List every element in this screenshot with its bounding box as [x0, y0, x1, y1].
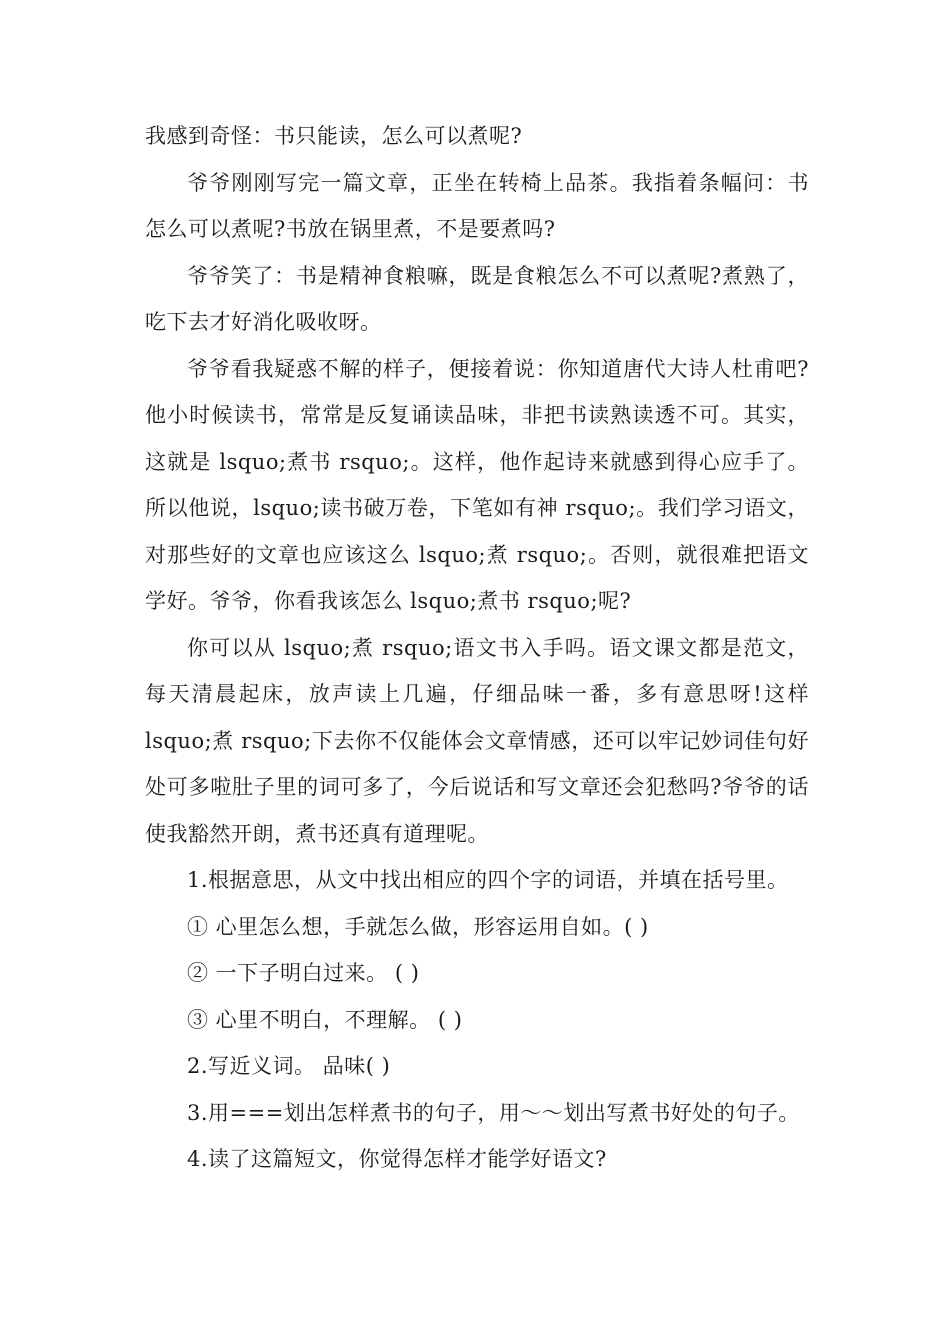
paragraph-4: 爷爷看我疑惑不解的样子，便接着说：你知道唐代大诗人杜甫吧?他小时候读书，常常是反复诵读品味，非把书读熟读透不可。其实，这就是 lsquo;煮书 rsquo;。这样，他作起诗来就感到得心应手了。所以他说，lsquo;读书破万卷，下笔如有神 rsquo;。我们学习语文，对那些好的文章也应该这么 lsquo;煮 rsquo;。否则，就很难把语文学好。爷爷，你看我该怎么 lsquo;煮书 rsquo;呢? — [145, 356, 809, 613]
paragraph-1: 我感到奇怪：书只能读，怎么可以煮呢? — [145, 124, 523, 148]
paragraph-2: 爷爷刚刚写完一篇文章，正坐在转椅上品茶。我指着条幅问：书怎么可以煮呢?书放在锅里煮，不是要煮吗? — [145, 170, 809, 241]
question-2: 2.写近义词。 品味( ) — [187, 1054, 391, 1078]
question-1: 1.根据意思，从文中找出相应的四个字的词语，并填在括号里。 — [187, 868, 789, 892]
question-1-item-2: ② 一下子明白过来。 ( ) — [187, 961, 420, 985]
question-3: 3.用===划出怎样煮书的句子，用～～划出写煮书好处的句子。 — [187, 1100, 800, 1125]
question-1-item-3: ③ 心里不明白，不理解。 ( ) — [187, 1007, 463, 1032]
document-body — [145, 113, 809, 1183]
question-4: 4.读了这篇短文，你觉得怎样才能学好语文? — [187, 1147, 607, 1171]
paragraph-3: 爷爷笑了：书是精神食粮嘛，既是食粮怎么不可以煮呢?煮熟了，吃下去才好消化吸收呀。 — [145, 263, 809, 334]
question-1-item-1: ① 心里怎么想，手就怎么做，形容运用自如。( ) — [187, 914, 649, 939]
paragraph-5: 你可以从 lsquo;煮 rsquo;语文书入手吗。语文课文都是范文，每天清晨起床，放声读上几遍，仔细品味一番，多有意思呀!这样 lsquo;煮 rsquo;下去你不仅能体会文章情感，还可以牢记妙词佳句好处可多啦肚子里的词可多了，今后说话和写文章还会犯愁吗?爷爷的话使我豁然开朗，煮书还真有道理呢。 — [145, 635, 809, 846]
